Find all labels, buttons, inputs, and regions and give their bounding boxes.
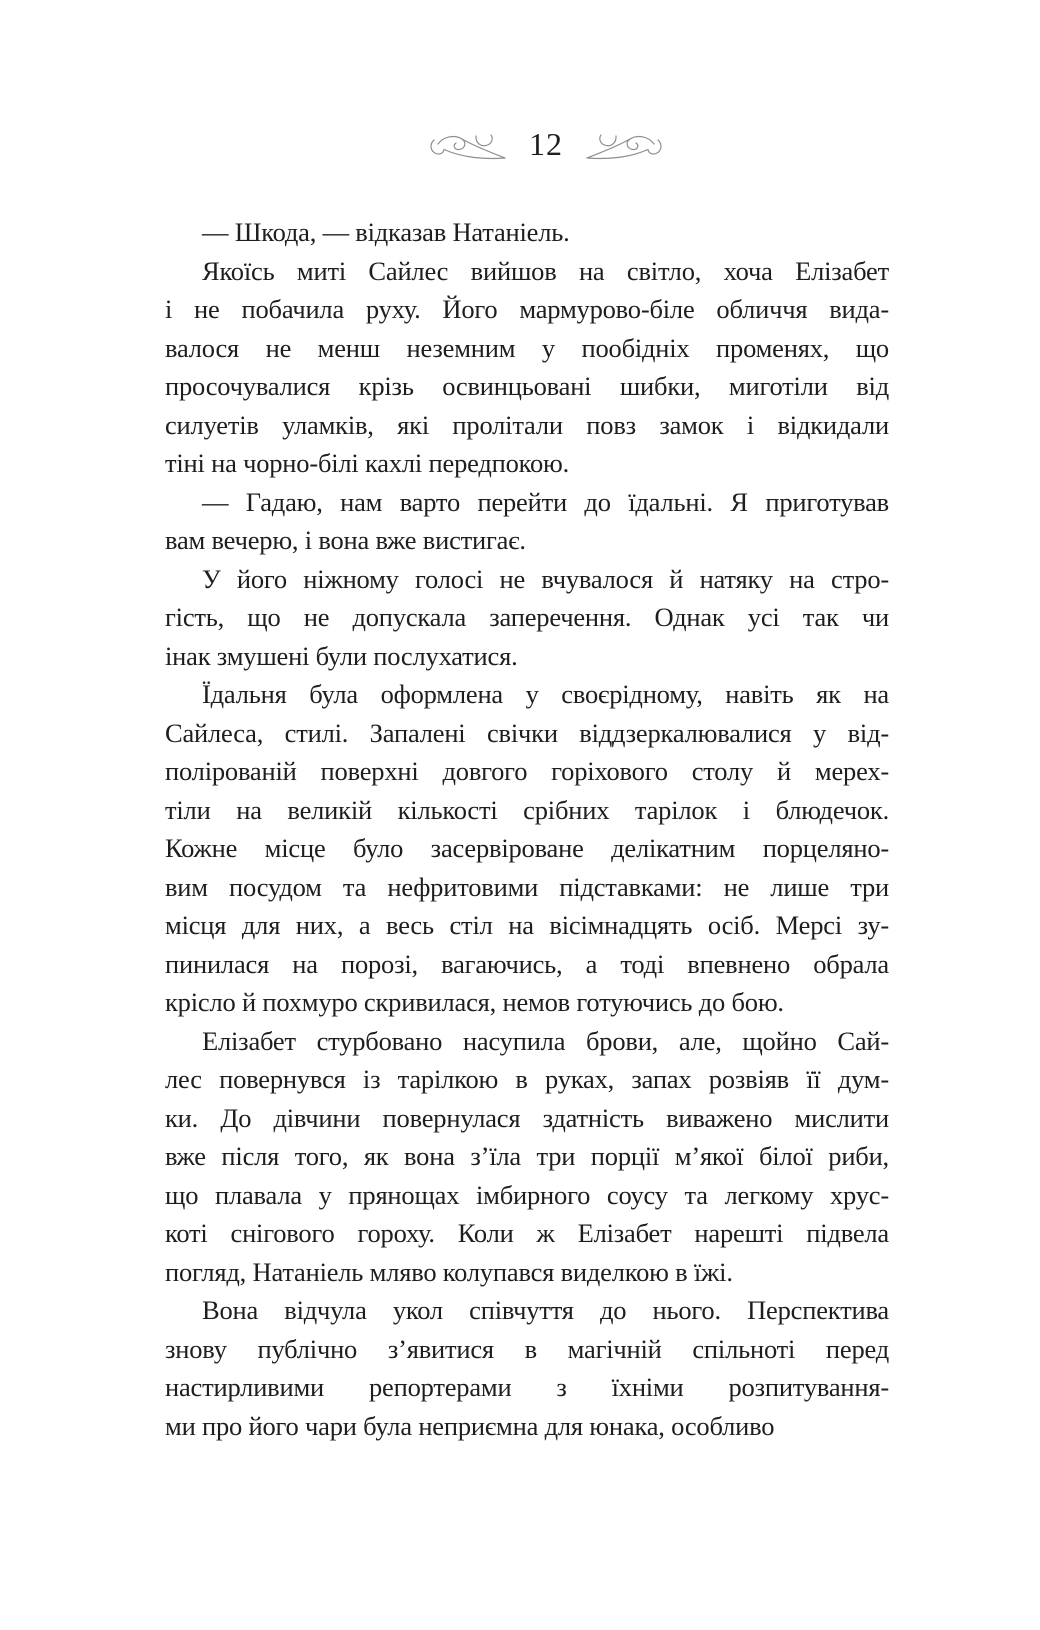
text-line: знову публічно з’явитися в магічній спільноті перед bbox=[165, 1333, 889, 1364]
text-line: — Шкода, — відказав Натаніель. bbox=[202, 217, 570, 247]
text-line: інак змушені були послухатися. bbox=[165, 640, 518, 671]
text-line: полірованій поверхні довгого горіхового столу й мерех- bbox=[165, 756, 889, 786]
text-line: — Гадаю, нам варто перейти до їдальні. Я приготував bbox=[202, 486, 889, 517]
text-line: ми про його чари була неприємна для юнака, особливо bbox=[165, 1410, 775, 1441]
text-line: У його ніжному голосі не вчувалося й натяку на стро- bbox=[202, 563, 889, 594]
page-number: 12 bbox=[529, 126, 563, 162]
text-line: Сайлеса, стилі. Запалені свічки віддзеркалювалися у від- bbox=[165, 717, 889, 748]
text-line: крісло й похмуро скривилася, немов готуючись до бою. bbox=[165, 987, 784, 1017]
paragraph bbox=[165, 252, 889, 483]
text-line: просочувалися крізь освинцьовані шибки, миготіли від bbox=[165, 371, 889, 401]
paragraph bbox=[165, 560, 889, 676]
text-line: тіні на чорно-білі кахлі передпокою. bbox=[165, 448, 570, 478]
text-line: Кожне місце було засервіроване делікатним порцеляно- bbox=[165, 833, 889, 863]
text-line: вже після того, як вона з’їла три порції м’якої білої риби, bbox=[165, 1141, 889, 1171]
paragraph bbox=[165, 213, 889, 252]
body-text bbox=[165, 213, 889, 1445]
text-line: що плавала у прянощах імбирного соусу та легкому хрус- bbox=[165, 1179, 889, 1210]
paragraph bbox=[165, 1291, 889, 1445]
text-line: силуетів уламків, які пролітали повз замок і відкидали bbox=[165, 409, 889, 440]
text-line: тіли на великій кількості срібних тарілок і блюдечок. bbox=[165, 794, 889, 825]
text-line: ки. До дівчини повернулася здатність виважено мислити bbox=[165, 1102, 889, 1133]
text-line: погляд, Натаніель мляво колупався виделкою в їжі. bbox=[165, 1256, 733, 1287]
text-line: коті снігового гороху. Коли ж Елізабет нарешті підвела bbox=[165, 1218, 889, 1248]
paragraph bbox=[165, 483, 889, 560]
text-line: гість, що не допускала заперечення. Однак усі так чи bbox=[165, 602, 889, 632]
page-header bbox=[428, 124, 664, 166]
text-line: Вона відчула укол співчуття до нього. Перспектива bbox=[202, 1295, 889, 1325]
text-line: місця для них, а весь стіл на вісімнадцять осіб. Мерсі зу- bbox=[165, 910, 889, 940]
text-line: лес повернувся із тарілкою в руках, запах розвіяв її дум- bbox=[165, 1064, 889, 1094]
text-line: валося не менш неземним у пообідніх променях, що bbox=[165, 332, 889, 363]
text-line: Елізабет стурбовано насупила брови, але, щойно Сай- bbox=[202, 1025, 889, 1056]
text-line: вим посудом та нефритовими підставками: не лише три bbox=[165, 871, 889, 902]
paragraph bbox=[165, 675, 889, 1022]
text-line: настирливими репортерами з їхніми розпитування- bbox=[165, 1372, 889, 1402]
text-line: і не побачила руху. Його мармурово-біле обличчя вида- bbox=[165, 294, 889, 324]
flourish-left-icon bbox=[428, 127, 506, 163]
flourish-right-icon bbox=[586, 127, 664, 163]
paragraph bbox=[165, 1022, 889, 1292]
text-line: пинилася на порозі, вагаючись, а тоді впевнено обрала bbox=[165, 948, 889, 979]
text-line: вам вечерю, і вона вже вистигає. bbox=[165, 525, 526, 555]
text-line: Їдальня була оформлена у своєрідному, навіть як на bbox=[202, 679, 889, 709]
text-line: Якоїсь миті Сайлес вийшов на світло, хоча Елізабет bbox=[202, 255, 889, 286]
